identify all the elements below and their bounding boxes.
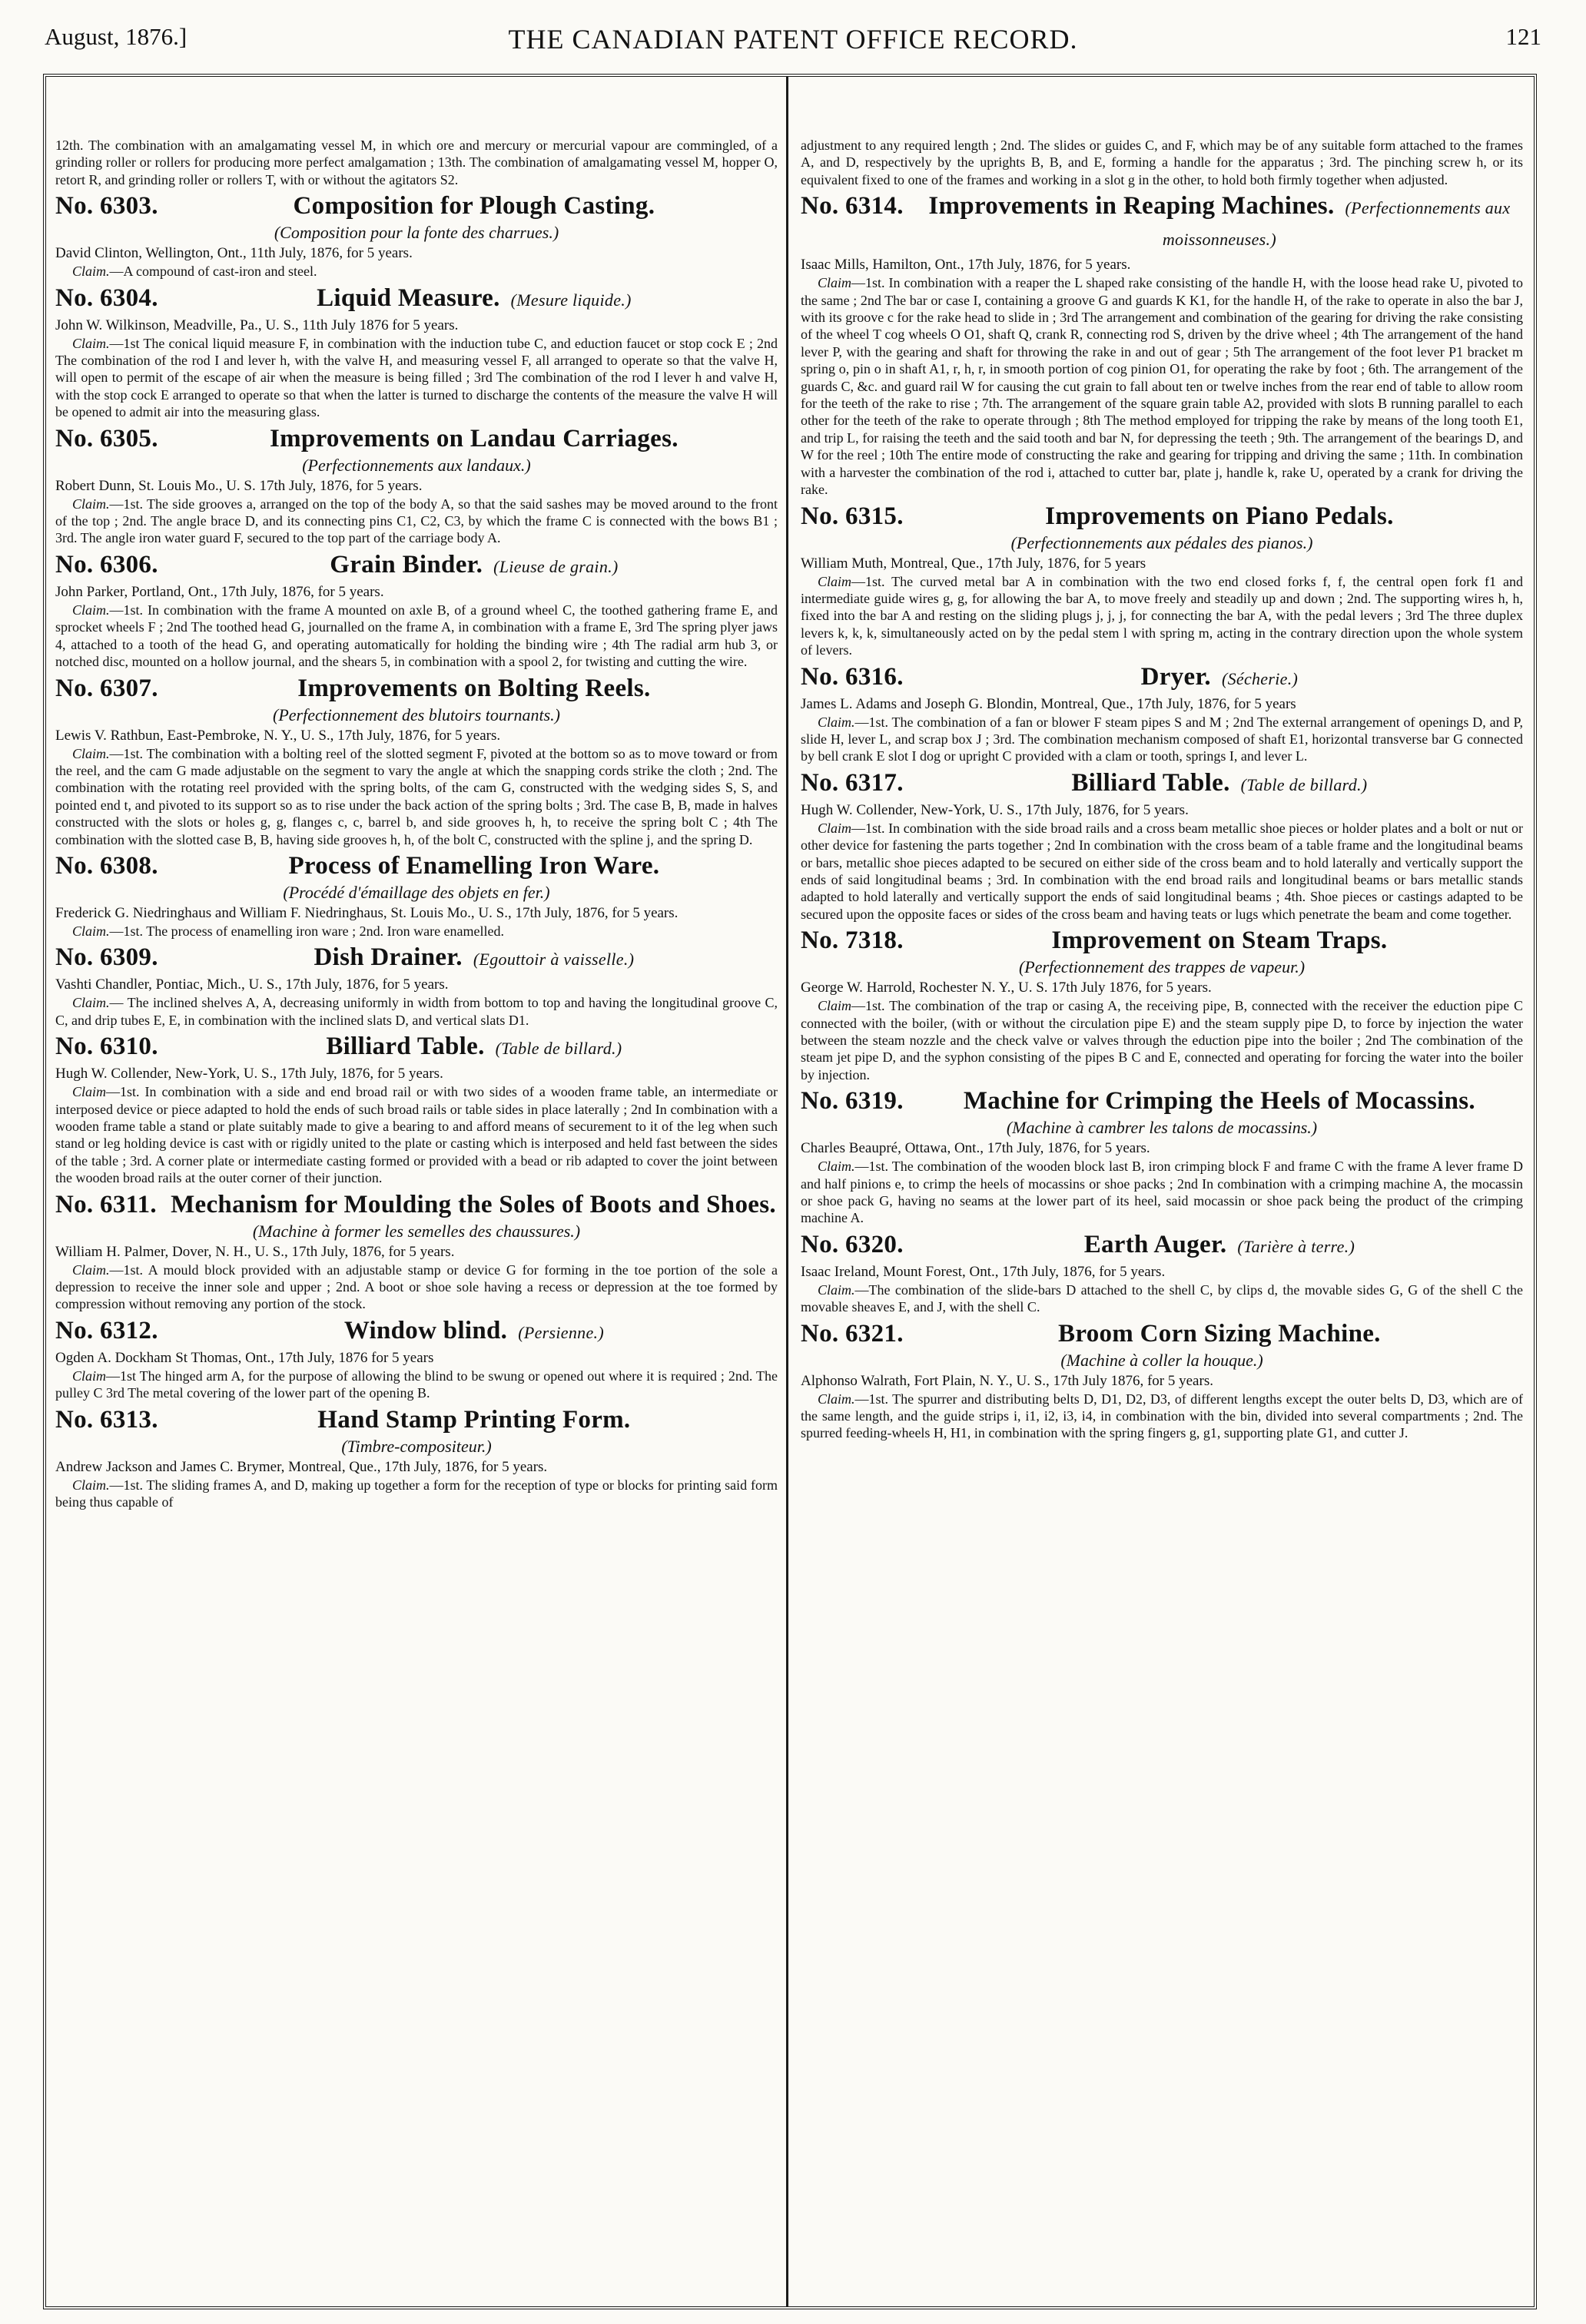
patent-title-text: Mechanism for Moulding the Soles of Boots and Shoes. (171, 1190, 776, 1218)
claims-text (801, 274, 1523, 498)
claim-body: —1st. In combination with a reaper the L shaped rake consisting of the handle H, with the loose head rake U, pivoted to the same ; 2nd The bar or case I, containing a groove G and guards K K1, for the handle H, of the rake to operate in also the bar J, with its groove c for the rake head to slide in ; 3rd The arrangement and combination of the gearing for driving the rake consisting of the wheel T cog wheels O O1, shaft Q, crank R, connecting rod S, driven by the drive wheel ; 4th The arrangement of the hand lever P, with the gearing and shaft for throwing the rake in and out of gear ; 5th The arrangement of the foot lever P1 bracket m spring o, pin o in shaft A1, r, h, r, in smooth portion of cog pinion O1, for operating the rake by foot ; 6th. The arrangement of the guards C, &c. and guard rail W for causing the cut grain to fall about ten or twelve inches from the rear end of table to allow room for the teeth of the rake to rise ; 7th. The arrangement of the square grain table A2, provided with slots B running parallel to each other for the teeth of the rake to operate through ; 8th The method employed for tripping the rake by means of the long tooth E1, and trip L, for raising the teeth and the said tooth and bar N, for depressing the teeth ; 9th. The arrangement of the bearings D, and W for the reel ; 10th The entire mode of constructing the rake and gearing for tripping and driving the same ; 11th. In combination with a harvester the combination of the rod i, attached to cutter bar, plate j, handle k, rake U, operated by a crank for driving the rake. (801, 275, 1523, 498)
claims-text (801, 714, 1523, 765)
claim-label: Claim. (72, 264, 110, 280)
patent-heading (801, 1086, 1523, 1116)
patent-title (171, 191, 778, 220)
inventor-line: William H. Palmer, Dover, N. H., U. S., 17th July, 1876, for 5 years. (55, 1243, 455, 1260)
inventor-line: James L. Adams and Joseph G. Blondin, Montreal, Que., 17th July, 1876, for 5 years (801, 695, 1296, 712)
claim-label: Claim (818, 998, 852, 1014)
claim-body: —1st The conical liquid measure F, in combination with the induction tube C, and eduction faucet or stop cock E ; 2nd The combination of the rod I and lever h, with the valve H, and measuring vessel F, all arranged to operate so that the valve H, will open to permit of the escape of air when the measure is being filled ; 3rd The combination of the rod I lever h and valve H, with the stop cock E arranged to operate so that when the latter is turned to discharge the contents of the measure the valve H will be opened to admit air into the measuring glass. (55, 335, 778, 420)
patent-title-text: Improvements on Piano Pedals. (1045, 502, 1394, 530)
claim-body: —1st. The side grooves a, arranged on the top of the body A, so that the said sashes may be moved around to the front of the top ; 2nd. The angle brace D, and its connecting pins C1, C2, C3, by which the frame C is connected with the bows B1 ; 3rd. The angle iron water guard F, secured to the top part of the carriage body A. (55, 496, 778, 546)
french-title: (Machine à cambrer les talons de mocassins.) (1006, 1118, 1318, 1138)
patent-heading (801, 191, 1523, 254)
inventor-line: Isaac Ireland, Mount Forest, Ont., 17th July, 1876, for 5 years. (801, 1263, 1166, 1280)
patent-entry (55, 1316, 778, 1402)
inventor-line: Hugh W. Collender, New-York, U. S., 17th July, 1876, for 5 years. (801, 801, 1189, 818)
claims-text (55, 745, 778, 848)
patent-number: No. 6319. (801, 1087, 904, 1116)
claims-text (801, 1158, 1523, 1227)
patent-number: No. 6308. (55, 851, 158, 880)
claims-text (55, 994, 778, 1029)
french-title: (Mesure liquide.) (510, 290, 632, 310)
patent-entry (55, 674, 778, 848)
claim-label: Claim (818, 275, 852, 291)
inventor-line: Alphonso Walrath, Fort Plain, N. Y., U. S., 17th July 1876, for 5 years. (801, 1372, 1213, 1389)
continued-claims: 12th. The combination with an amalgamating vessel M, in which ore and mercury or mercurial vapour are commingled, of a grinding roller or rollers for producing more perfect amalgamation ; 13th. The combination of amalgamating vessel M, hopper O, retort R, and grinding roller or rollers T, with or without the agitators S2. (55, 138, 778, 187)
patent-number: No. 6315. (801, 502, 904, 530)
inventor-line: Andrew Jackson and James C. Brymer, Montreal, Que., 17th July, 1876, for 5 years. (55, 1458, 548, 1475)
claim-body: —1st. A mould block provided with an adjustable stamp or device G for forming in the toe portion of the sole a depression to receive the inner sole and upper ; 2nd. A boot or shoe sole having a recess or depression at the toe formed by compression without removing any portion of the stock. (55, 1261, 778, 1312)
patent-title (916, 662, 1523, 694)
claim-body: —1st. The combination of the trap or casing A, the receiving pipe, B, connected with the receiver the eduction pipe C connected with the boiler, (with or without the circulation pipe E) and the steam supply pipe D, to force by injection the water between the steam nozzle and the check valve or valves through the eduction pipe into the boiler ; 2nd The combination of the steam jet pipe D, and the syphon consisting of the pipes B C and E, connected and operating for forcing the water into the boiler by injection. (801, 998, 1523, 1082)
patent-entry (801, 502, 1523, 659)
claim-body: —The combination of the slide-bars D attached to the shell C, by clips d, the movable sides G, G of the shell C the movable sheaves E, and J, with the shell C. (801, 1281, 1523, 1315)
french-title: (Machine à coller la houque.) (1060, 1350, 1263, 1370)
claim-body: —1st. In combination with a side and end broad rail or with two sides of a wooden frame table, an intermediate or interposed device or piece adapted to hold the ends of such broad rails or table sides in place laterally ; 2nd In combination with a wooden frame table a stand or plate suitably made to give a bearing to and afford means of securement to it of the leg when such stand or leg holding device is cast with or rigidly united to the plate or casting which is interposed and held fast between the sides of the table ; 3rd. A corner plate or intermediate casting formed or provided with a bead or rib adapted to cover the joint between the wooden broad rails at the outer corner of their junction. (55, 1084, 778, 1186)
patent-title-text: Improvements on Bolting Reels. (297, 674, 651, 702)
patent-title-text: Composition for Plough Casting. (293, 192, 655, 220)
patent-heading (55, 1316, 778, 1348)
patent-entry (801, 662, 1523, 765)
patent-heading (801, 768, 1523, 800)
claims-text (801, 1281, 1523, 1316)
french-title: (Perfectionnements aux pédales des pianos.) (1010, 532, 1313, 552)
patent-number: No. 6316. (801, 662, 904, 691)
patent-title (171, 283, 778, 315)
claim-body: —1st The hinged arm A, for the purpose of allowing the blind to be swung or opened out where it is required ; 2nd. The pulley C 3rd The metal covering of the lower part of the opening B. (55, 1368, 778, 1401)
inventor-line: Isaac Mills, Hamilton, Ont., 17th July, 1876, for 5 years. (801, 257, 1131, 274)
claims-text (55, 496, 778, 547)
patent-title (916, 926, 1523, 955)
claim-body: — The inclined shelves A, A, decreasing uniformly in width from bottom to top and having the longitudinal groove C, C, and drip tubes E, E, in combination with the inclined slats D, and vertical slats D1. (55, 995, 778, 1028)
patent-title-text: Earth Auger. (1083, 1230, 1227, 1258)
patent-number: No. 6311. (55, 1190, 157, 1218)
claims-text (55, 1477, 778, 1511)
claim-label: Claim. (72, 995, 110, 1011)
patent-entry (55, 283, 778, 421)
inventor-line: John W. Wilkinson, Meadville, Pa., U. S., 11th July 1876 for 5 years. (55, 317, 459, 333)
claim-label: Claim (818, 820, 852, 836)
claim-label: Claim (818, 573, 852, 589)
french-title: (Egouttoir à vaisselle.) (473, 950, 635, 970)
patent-title-text: Billiard Table. (326, 1033, 485, 1061)
claim-label: Claim. (818, 1159, 855, 1175)
claims-text (801, 1391, 1523, 1442)
claims-text (55, 263, 778, 280)
claim-body: —1st. The spurrer and distributing belts D, D1, D2, D3, of different lengths except the outer belts D, D3, which are of the same length, and the guide strips i, i1, i2, i3, i4, in combination with the bin, divided into several compartments ; 2nd. The spurred feeding-wheels H, H1, in combination with the spring fingers g, g1, supporting plate G1, and cutter J. (801, 1391, 1523, 1441)
french-title: (Procédé d'émaillage des objets en fer.) (283, 882, 550, 902)
patent-entry (801, 1230, 1523, 1316)
patent-title (171, 1032, 778, 1063)
inventor-line: William Muth, Montreal, Que., 17th July, 1876, for 5 years (801, 555, 1146, 572)
patent-title-text: Improvements on Landau Carriages. (269, 424, 679, 453)
french-title: (Composition pour la fonte des charrues.) (274, 223, 559, 243)
right-entries (801, 191, 1523, 1442)
patent-entry (55, 1405, 778, 1511)
french-title: (Sécherie.) (1221, 668, 1299, 688)
claim-label: Claim. (72, 1261, 110, 1278)
patent-heading (55, 1032, 778, 1063)
claims-text (55, 1261, 778, 1313)
claim-label: Claim (72, 1368, 107, 1384)
issue-date: August, 1876.] (45, 23, 187, 50)
patent-heading (55, 191, 778, 220)
patent-title-text: Dryer. (1140, 662, 1211, 691)
inventor-line: David Clinton, Wellington, Ont., 11th July, 1876, for 5 years. (55, 245, 413, 262)
claims-text (801, 573, 1523, 659)
french-title: (Persienne.) (518, 1322, 604, 1342)
patent-title (916, 1319, 1523, 1348)
french-title: (Table de billard.) (495, 1039, 622, 1059)
patent-heading (55, 1190, 778, 1219)
inventor-line: John Parker, Portland, Ont., 17th July, 1876, for 5 years. (55, 583, 384, 600)
patent-number: No. 6312. (55, 1316, 158, 1344)
claim-body: —1st. The sliding frames A, and D, making up together a form for the reception of type or blocks for printing said form being thus capable of (55, 1477, 778, 1510)
claim-label: Claim. (72, 496, 110, 512)
claim-body: —A compound of cast-iron and steel. (109, 264, 317, 280)
patent-title (916, 1086, 1523, 1116)
right-column (801, 137, 1523, 2303)
patent-number: No. 6305. (55, 424, 158, 453)
inventor-line: Vashti Chandler, Pontiac, Mich., U. S., 17th July, 1876, for 5 years. (55, 976, 449, 993)
patent-title-text: Liquid Measure. (317, 283, 500, 312)
patent-title (171, 943, 778, 974)
left-entries (55, 191, 778, 1510)
claims-text (55, 1368, 778, 1402)
claims-text (55, 1083, 778, 1186)
patent-title-text: Grain Binder. (330, 550, 483, 579)
patent-heading (801, 502, 1523, 531)
claim-body: —1st. The combination of the wooden block last B, iron crimping block F and frame C with the frame A lever frame D and half pinions e, to crimp the heels of mocassins or shoe packs ; 2nd In combination with a crimping machine A, the mocassin or shoe pack G, having no seams at the lower part of its heel, said mocassin or shoe pack being the product of the crimping machine A. (801, 1159, 1523, 1226)
claim-label: Claim. (72, 602, 110, 618)
claim-label: Claim (72, 1084, 107, 1100)
page-header (45, 12, 1541, 68)
claim-body: —1st. In combination with the frame A mounted on axle B, of a ground wheel C, the toothed gathering frame E, and sprocket wheels F ; 2nd The toothed head G, journalled on the frame A, in combination with a frame E, 3rd The spring plyer jaws 4, attached to a tooth of the head G, and operating automatically for holding the binding wire ; 4th The radial arm hub 3, or notched disc, mounted on a hollow journal, and the shears 5, in combination with a spool 2, for twisting and cutting the wire. (55, 602, 778, 670)
patent-title-text: Window blind. (343, 1316, 508, 1344)
claim-body: —1st. The combination of a fan or blower F steam pipes S and M ; 2nd The external arrangement of openings D, and P, slide H, lever L, and scrap box J ; 3rd. The combination mechanism composed of shaft E1, horizontal transverse bar G connected by bell crank E slot I dog or upright C provided with a clam or tooth, springs I, and lever L. (801, 714, 1523, 764)
patent-title-text: Hand Stamp Printing Form. (317, 1405, 631, 1434)
claim-body: —1st. The curved metal bar A in combination with the two end closed forks f, f, the central open fork f1 and intermediate guide wires g, g, for allowing the bar A, to move freely and steadily up and down ; 2nd. The supporting wires h, h, fixed into the bar A and resting on the sliding plugs j, j, j, for connecting the bar A, with the pedal levers ; 3rd The three duplex levers k, k, k, simultaneously acted on by the pedal stem l with spring m, acting in the contrary direction upon the whole system of levers. (801, 573, 1523, 658)
claim-label: Claim. (72, 335, 110, 351)
claim-label: Claim. (72, 1477, 110, 1493)
claims-text (801, 820, 1523, 923)
patent-heading (55, 674, 778, 703)
patent-number: No. 6304. (55, 283, 158, 312)
french-title: (Timbre-compositeur.) (341, 1436, 492, 1456)
inventor-line: Charles Beaupré, Ottawa, Ont., 17th July, 1876, for 5 years. (801, 1140, 1150, 1157)
inventor-line: Lewis V. Rathbun, East-Pembroke, N. Y., U. S., 17th July, 1876, for 5 years. (55, 727, 501, 744)
patent-number: No. 6321. (801, 1319, 904, 1348)
patent-number: No. 6309. (55, 943, 158, 972)
inventor-line: George W. Harrold, Rochester N. Y., U. S. 17th July 1876, for 5 years. (801, 980, 1212, 996)
claims-text (55, 602, 778, 671)
patent-number: No. 6317. (801, 768, 904, 797)
patent-entry (801, 1086, 1523, 1227)
patent-title-text: Dish Drainer. (314, 943, 463, 972)
patent-title (916, 1230, 1523, 1261)
publication-title: THE CANADIAN PATENT OFFICE RECORD. (508, 24, 1078, 55)
patent-title-text: Machine for Crimping the Heels of Mocassins. (963, 1087, 1475, 1116)
patent-number: No. 6313. (55, 1405, 158, 1434)
patent-entry (55, 851, 778, 940)
patent-entry (801, 926, 1523, 1083)
page-number: 121 (1505, 23, 1541, 50)
claim-label: Claim. (818, 714, 855, 730)
patent-number: No. 7318. (801, 927, 904, 955)
patent-title (171, 550, 778, 582)
patent-title-text: Broom Corn Sizing Machine. (1058, 1319, 1381, 1348)
french-title: (Lieuse de grain.) (493, 556, 619, 576)
patent-heading (55, 550, 778, 582)
claim-label: Claim. (72, 923, 110, 939)
patent-entry (55, 550, 778, 671)
patent-title (171, 1405, 778, 1434)
patent-entry (55, 424, 778, 547)
patent-title-text: Improvement on Steam Traps. (1051, 927, 1388, 955)
inventor-line: Hugh W. Collender, New-York, U. S., 17th July, 1876, for 5 years. (55, 1066, 443, 1082)
claims-text (55, 923, 778, 940)
patent-number: No. 6314. (801, 192, 904, 220)
patent-title-text: Improvements in Reaping Machines. (928, 192, 1335, 220)
patent-title (171, 851, 778, 880)
patent-number: No. 6310. (55, 1033, 158, 1061)
patent-entry (801, 1319, 1523, 1442)
patent-title (916, 768, 1523, 800)
patent-entry (55, 943, 778, 1029)
french-title: (Perfectionnement des blutoirs tournants.) (273, 704, 560, 724)
claims-text (55, 335, 778, 421)
inventor-line: Frederick G. Niedringhaus and William F. Niedringhaus, St. Louis Mo., U. S., 17th July, 1876, for 5 years. (55, 904, 679, 921)
claim-label: Claim. (818, 1281, 855, 1298)
patent-entry (55, 191, 778, 280)
claims-text (801, 997, 1523, 1083)
patent-title (171, 1316, 778, 1348)
patent-number: No. 6307. (55, 674, 158, 702)
patent-title (916, 502, 1523, 531)
french-title: (Tarière à terre.) (1237, 1236, 1355, 1256)
french-title: (Perfectionnements aux moissonneuses.) (1162, 198, 1511, 250)
inventor-line: Ogden A. Dockham St Thomas, Ont., 17th July, 1876 for 5 years (55, 1349, 434, 1366)
inventor-line: Robert Dunn, St. Louis Mo., U. S. 17th July, 1876, for 5 years. (55, 477, 423, 494)
patent-heading (55, 283, 778, 315)
patent-title-text: Billiard Table. (1071, 768, 1230, 797)
patent-entry (55, 1032, 778, 1186)
patent-heading (801, 662, 1523, 694)
claim-label: Claim. (818, 1391, 855, 1407)
patent-number: No. 6306. (55, 550, 158, 579)
patent-heading (55, 1405, 778, 1434)
patent-heading (55, 851, 778, 880)
french-title: (Perfectionnements aux landaux.) (302, 455, 531, 475)
patent-heading (55, 424, 778, 453)
patent-heading (55, 943, 778, 974)
patent-entry (801, 191, 1523, 498)
patent-title (916, 191, 1523, 254)
french-title: (Perfectionnement des trappes de vapeur.) (1018, 957, 1306, 977)
patent-title (171, 424, 778, 453)
patent-title-text: Process of Enamelling Iron Ware. (288, 851, 660, 880)
patent-number: No. 6320. (801, 1230, 904, 1258)
left-column (55, 137, 778, 2303)
patent-heading (801, 926, 1523, 955)
patent-title (171, 674, 778, 703)
french-title: (Machine à former les semelles des chaussures.) (252, 1221, 581, 1241)
patent-entry (55, 1190, 778, 1313)
claim-body: —1st. The process of enamelling iron ware ; 2nd. Iron ware enamelled. (109, 923, 505, 939)
claim-body: —1st. In combination with the side broad rails and a cross beam metallic shoe pieces or holder plates and a bolt or nut or other device for fastening the parts together ; 2nd In combination with the cross beam of a table frame and the longitudinal beams or bars, metallic shoe pieces adapted to be secured on either side of the cross beam and to hold laterally and vertically support the ends of said longitudinal beams ; 3rd. In combination with the end broad rails and longitudinal beams or bars metallic stands adapted to hold laterally and vertically support the ends of said longitudinal beams ; 4th. Shoe pieces or castings adapted to be secured upon the opposite faces or sides of the cross beam and having teats or lugs which penetrate the beam and come together. (801, 820, 1523, 922)
continued-claims: adjustment to any required length ; 2nd. The slides or guides C, and F, which may be of any suitable form attached to the frames A, and D, respectively by the uprights B, B, and E, forming a handle for the apparatus ; 3rd. The pinching screw h, or its equivalent fixed to one of the frames and working in a slot g in the other, to hold both firmly together when adjusted. (801, 138, 1523, 187)
patent-heading (801, 1319, 1523, 1348)
patent-title (169, 1190, 778, 1219)
column-divider (786, 77, 788, 2306)
claim-label: Claim. (72, 745, 110, 761)
patent-heading (801, 1230, 1523, 1261)
patent-number: No. 6303. (55, 192, 158, 220)
claim-body: —1st. The combination with a bolting reel of the slotted segment F, pivoted at the bottom so as to move toward or from the reel, and the cam G made adjustable on the segment to vary the angle at which the snapping cords strike the cloth ; 2nd. The combination with the rotating reel provided with the spring bolts, of the cam G, constructed with the wedging sides S, S, and pointed end t, and pivoted to its support so as to rise under the back action of the spring bolts ; 3rd. The case B, B, made in halves constructed with the slots or holes g, g, flanges c, c, barrel b, and side grooves h, h, to receive the spring bolt C ; 4th The combination with the slotted case B, B, having side grooves h, h, of the bolt C, constructed with the spline j, and the spring D. (55, 745, 778, 847)
french-title: (Table de billard.) (1240, 774, 1368, 794)
patent-entry (801, 768, 1523, 923)
